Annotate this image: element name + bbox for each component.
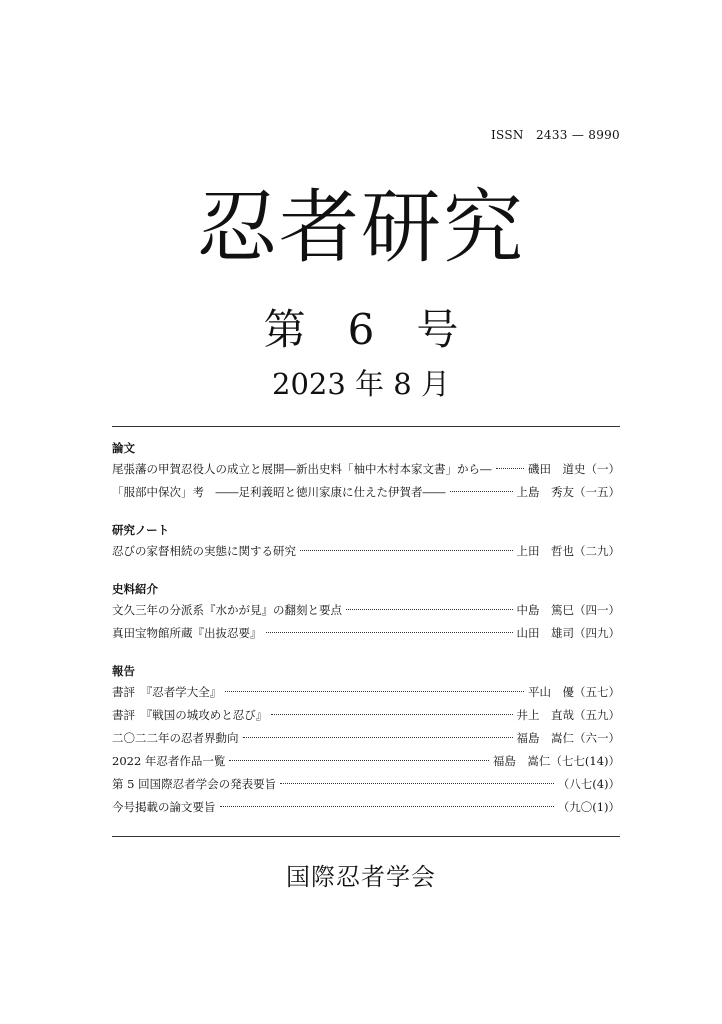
publisher-name: 国際忍者学会 xyxy=(286,863,436,891)
entry-title: 今号掲載の論文要旨 xyxy=(112,800,216,814)
entry-author-page: 山田 雄司（四九） xyxy=(516,626,620,640)
toc-entry[interactable] xyxy=(112,727,620,750)
toc-entry[interactable] xyxy=(112,750,620,773)
entry-title: 文久三年の分派系『水かが見』の翻刻と要点 xyxy=(112,603,342,617)
entry-title: 書評 『戦国の城攻めと忍び』 xyxy=(112,708,268,722)
dot-leader xyxy=(450,491,513,492)
entry-author-page: （八七(4)） xyxy=(557,777,620,791)
entry-author-page: 中島 篤巳（四一） xyxy=(516,603,620,617)
section-heading-source-introduction: 史料紹介 xyxy=(112,582,158,596)
dot-leader xyxy=(229,760,488,761)
bottom-divider xyxy=(112,836,620,837)
entry-title: 第 5 回国際忍者学会の発表要旨 xyxy=(112,777,277,791)
entry-title: 尾張藩の甲賀忍役人の成立と展開―新出史料「柚中木村本家文書」から― xyxy=(112,462,492,476)
entry-author-page: （九〇(1)） xyxy=(557,800,620,814)
entry-title: 真田宝物館所蔵『出抜忍要』 xyxy=(112,626,262,640)
entry-title: 2022 年忍者作品一覧 xyxy=(112,754,226,768)
dot-leader xyxy=(271,714,512,715)
toc-entry[interactable] xyxy=(112,704,620,727)
entry-author-page: 平山 優（五七） xyxy=(528,685,620,699)
toc-entry[interactable] xyxy=(112,481,620,504)
toc-entry[interactable] xyxy=(112,773,620,796)
dot-leader xyxy=(243,737,513,738)
publication-date: 2023 年 8 月 xyxy=(272,367,450,401)
dot-leader xyxy=(266,632,513,633)
toc-entry[interactable] xyxy=(112,681,620,704)
entry-author-page: 福島 嵩仁（七七(14)） xyxy=(492,754,620,768)
dot-leader xyxy=(220,806,554,807)
dot-leader xyxy=(300,550,513,551)
entry-title: 書評 『忍者学大全』 xyxy=(112,685,222,699)
entry-author-page: 井上 直哉（五九） xyxy=(516,708,620,722)
toc-entry[interactable] xyxy=(112,622,620,645)
toc-entry[interactable] xyxy=(112,540,620,563)
dot-leader xyxy=(280,783,554,784)
section-heading-reports: 報告 xyxy=(112,664,135,678)
toc-entry[interactable] xyxy=(112,599,620,622)
toc-entry[interactable] xyxy=(112,796,620,819)
top-divider xyxy=(112,426,620,427)
entry-author-page: 福島 嵩仁（六一） xyxy=(516,731,620,745)
entry-author-page: 上島 秀友（一五） xyxy=(516,485,620,499)
table-of-contents xyxy=(112,438,620,819)
entry-title: 二〇二二年の忍者界動向 xyxy=(112,731,239,745)
dot-leader xyxy=(225,691,524,692)
entry-author-page: 磯田 道史（一） xyxy=(528,462,620,476)
section-heading-papers: 論文 xyxy=(112,441,135,455)
journal-title: 忍者研究 xyxy=(197,181,525,274)
dot-leader xyxy=(496,468,525,469)
issue-number: 第 6 号 xyxy=(263,305,459,354)
issn-number: ISSN 2433 — 8990 xyxy=(491,128,620,142)
entry-title: 忍びの家督相続の実態に関する研究 xyxy=(112,544,296,558)
entry-title: 「服部中保次」考 ――足利義昭と徳川家康に仕えた伊賀者―― xyxy=(112,485,446,499)
dot-leader xyxy=(346,609,513,610)
toc-entry[interactable] xyxy=(112,458,620,481)
entry-author-page: 上田 哲也（二九） xyxy=(516,544,620,558)
section-heading-research-notes: 研究ノート xyxy=(112,523,170,537)
